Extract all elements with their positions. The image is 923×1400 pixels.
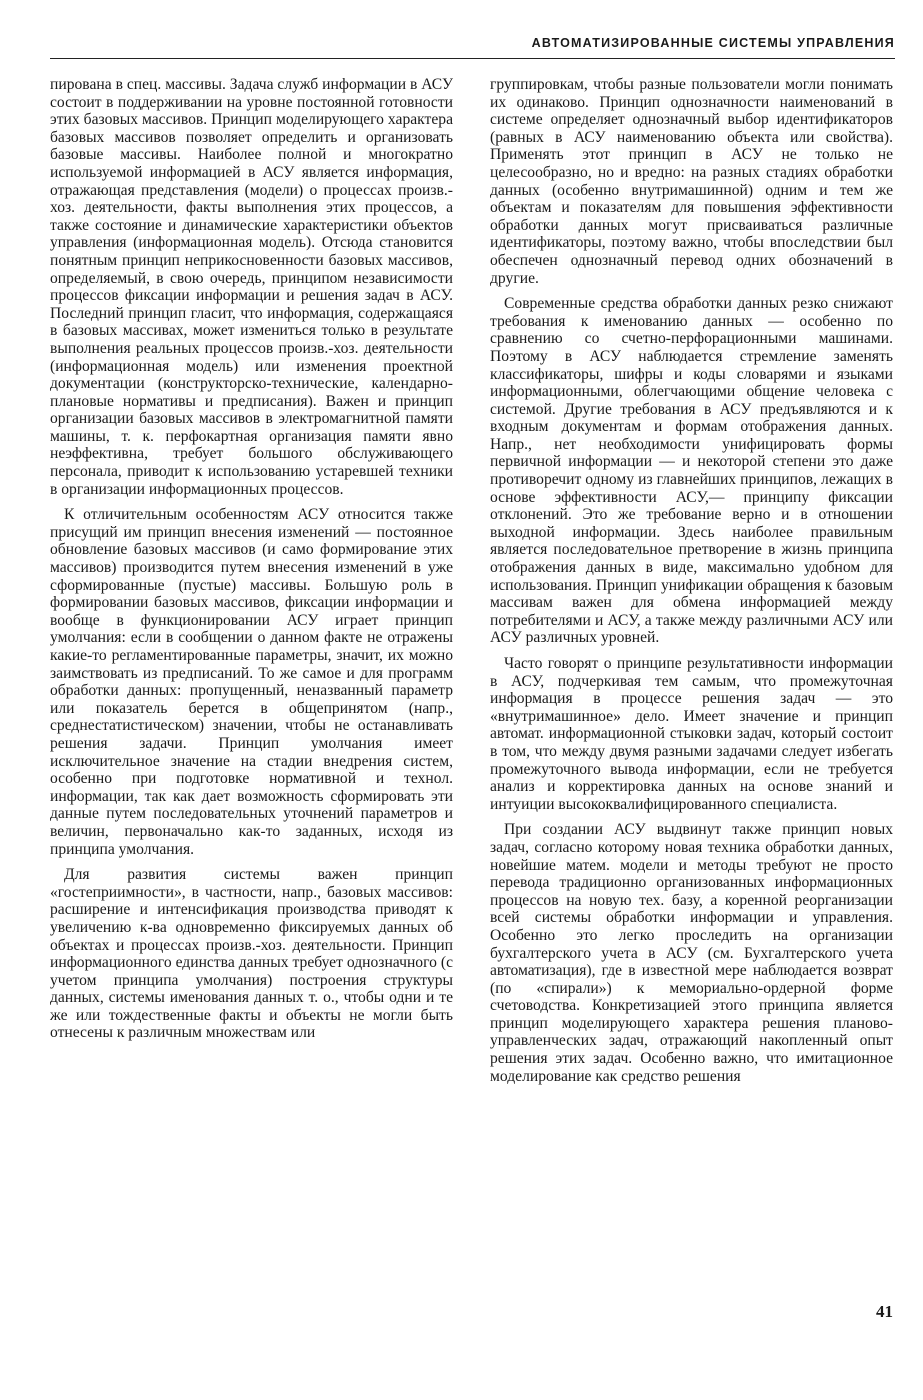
paragraph: группировкам, чтобы разные пользователи могли понимать их одинаково. Принцип однозначности наименований в системе определяет однозначный выбор идентификаторов (равных в АСУ наименованию объекта или свойства). Применять этот принцип в АСУ не только не целесообразно, но и вредно: на разных стадиях обработки данных (особенно внутримашинной) одним и тем же объектам и показателям для повышения эффективности обработки данных могут присваиваться различные идентификаторы, поэтому важно, чтобы впоследствии был обеспечен однозначный перевод одних обозначений в другие. bbox=[490, 76, 893, 287]
running-head: АВТОМАТИЗИРОВАННЫЕ СИСТЕМЫ УПРАВЛЕНИЯ bbox=[531, 36, 895, 50]
paragraph: Часто говорят о принципе результативности информации в АСУ, подчеркивая тем самым, что промежуточная информация в процессе решения задач — это «внутримашинное» дело. Имеет значение и принцип автомат. информационной стыковки задач, который состоит в том, что между двумя разными задачами следует избегать промежуточного вывода информации, если не требуется анализ и корректировка данных на основе знаний и интуиции высококвалифицированного специалиста. bbox=[490, 655, 893, 813]
paragraph: К отличительным особенностям АСУ относится также присущий им принцип внесения изменений — постоянное обновление базовых массивов (и само формирование этих массивов) производится путем внесения изменений в уже сформированные (пустые) массивы. Большую роль в формировании базовых массивов, фиксации информации и вообще в функционировании АСУ играет принцип умолчания: если в сообщении о данном факте не отражены какие-то регламентированные параметры, значит, их можно заимствовать из предписаний. То же самое и для программ обработки данных: пропущенный, неназванный параметр или показатель берется в общепринятом (напр., среднестатистическом) значении, чтобы не останавливать решения задачи. Принцип умолчания имеет исключительное значение на стадии внедрения систем, особенно при подготовке нормативной и технол. информации, так как дает возможность сформировать эти данные путем последовательных уточнений параметров и величин, первоначально как-то заданных, исходя из принципа умолчания. bbox=[50, 506, 453, 858]
right-column bbox=[490, 76, 893, 1085]
header-rule bbox=[50, 58, 895, 59]
left-column bbox=[50, 76, 453, 1042]
paragraph: При создании АСУ выдвинут также принцип новых задач, согласно которому новая техника обработки данных, новейшие матем. модели и методы требуют не просто перевода традиционно организованных информационных процессов на новую тех. базу, а коренной реорганизации всей системы обработки информации и управления. Особенно это легко проследить на организации бухгалтерского учета в АСУ (см. Бухгалтерского учета автоматизация), где в известной мере наблюдается возврат (по «спирали») к мемориально-ордерной форме счетоводства. Конкретизацией этого принципа является принцип моделирующего характера решения планово-управленческих задач, отражающий накопленный опыт решения этих задач. Особенно важно, что имитационное моделирование как средство решения bbox=[490, 821, 893, 1085]
paragraph: пирована в спец. массивы. Задача служб информации в АСУ состоит в поддерживании на уровне постоянной готовности этих базовых массивов. Принцип моделирующего характера базовых массивов позволяет определить и организовать базовые массивы. Наиболее полной и многократно используемой информацией в АСУ является информация, отражающая представления (модели) о процессах произв.-хоз. деятельности, факты выполнения этих процессов, а также состояние и динамические характеристики объектов управления (информационная модель). Отсюда становится понятным принцип неприкосновенности базовых массивов, определяемый, в свою очередь, принципом независимости процессов фиксации информации и решения задач в АСУ. Последний принцип гласит, что информация, содержащаяся в базовых массивах, может измениться только в результате выполнения реальных процессов произв.-хоз. деятельности (информационная модель) или изменения проектной документации (конструкторско-технические, календарно-плановые нормативы и предписания). Важен и принцип организации базовых массивов в электромагнитной памяти машины, т. к. перфокартная организация памяти явно неэффективна, требует большого обслуживающего персонала, приводит к использованию устаревшей техники в организации информационных процессов. bbox=[50, 76, 453, 498]
page-number: 41 bbox=[876, 1302, 893, 1321]
paragraph: Современные средства обработки данных резко снижают требования к именованию данных — особенно по сравнению со счетно-перфорационными машинами. Поэтому в АСУ наблюдается стремление заменять классификаторы, шифры и коды словарями и языками информационными, облегчающими общение человека с системой. Другие требования в АСУ предъявляются и к входным документам и формам отображения данных. Напр., нет необходимости унифицировать формы первичной информации — и некоторой степени это даже противоречит одному из главнейших принципов, лежащих в основе эффективности АСУ,— принципу фиксации отклонений. Это же требование верно и в отношении выходной информации. Здесь наиболее правильным является последовательное претворение в жизнь принципа отображения данных в виде, максимально удобном для использования. Принцип унификации обращения к базовым массивам важен для обмена информацией между потребителями и АСУ, а также между различными АСУ или АСУ различных уровней. bbox=[490, 295, 893, 647]
paragraph: Для развития системы важен принцип «гостеприимности», в частности, напр., базовых массивов: расширение и интенсификация производства приводят к увеличению к-ва одновременно фиксируемых данных об объектах и процессах произв.-хоз. деятельности. Принцип информационного единства данных требует однозначного (с учетом принципа умолчания) построения структуры данных, системы именования данных т. о., чтобы одни и те же или тождественные факты и объекты не могли быть отнесены к различным множествам или bbox=[50, 866, 453, 1042]
